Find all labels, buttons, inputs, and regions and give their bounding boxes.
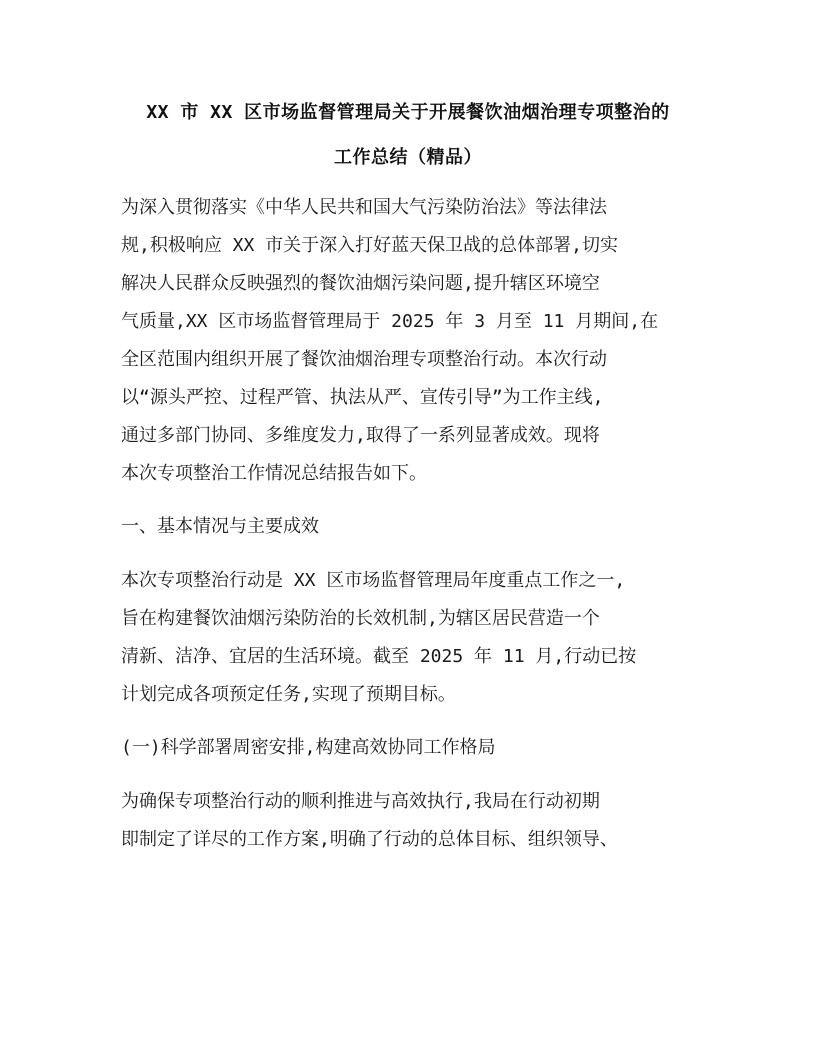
- subsection-paragraph-line: 为确保专项整治行动的顺利推进与高效执行,我局在行动初期: [121, 791, 600, 812]
- section-paragraph-line: 清新、洁净、宜居的生活环境。截至 2025 年 11 月,行动已按: [121, 646, 637, 667]
- intro-paragraph-line: 全区范围内组织开展了餐饮油烟治理专项整治行动。本次行动: [121, 349, 607, 370]
- subsection-heading: (一)科学部署周密安排,构建高效协同工作格局: [121, 737, 496, 758]
- section-paragraph-line: 本次专项整治行动是 XX 区市场监督管理局年度重点工作之一,: [121, 570, 626, 591]
- intro-paragraph-line: 解决人民群众反映强烈的餐饮油烟污染问题,提升辖区环境空: [121, 273, 600, 294]
- intro-paragraph-line: 通过多部门协同、多维度发力,取得了一系列显著成效。现将: [121, 425, 600, 446]
- intro-paragraph-line: 本次专项整治工作情况总结报告如下。: [121, 463, 427, 484]
- section-heading: 一、基本情况与主要成效: [121, 516, 319, 537]
- intro-paragraph-line: 为深入贯彻落实《中华人民共和国大气污染防治法》等法律法: [121, 197, 607, 218]
- document-title-line-1: XX 市 XX 区市场监督管理局关于开展餐饮油烟治理专项整治的: [146, 102, 670, 123]
- intro-paragraph-line: 以“源头严控、过程严管、执法从严、宣传引导”为工作主线,: [121, 387, 604, 408]
- intro-paragraph-line: 气质量,XX 区市场监督管理局于 2025 年 3 月至 11 月期间,在: [121, 311, 659, 332]
- subsection-paragraph-line: 即制定了详尽的工作方案,明确了行动的总体目标、组织领导、: [121, 829, 618, 850]
- section-paragraph-line: 计划完成各项预定任务,实现了预期目标。: [121, 684, 456, 705]
- section-paragraph-line: 旨在构建餐饮油烟污染防治的长效机制,为辖区居民营造一个: [121, 608, 600, 629]
- document-title-line-2: 工作总结（精品）: [334, 147, 482, 168]
- intro-paragraph-line: 规,积极响应 XX 市关于深入打好蓝天保卫战的总体部署,切实: [121, 235, 619, 256]
